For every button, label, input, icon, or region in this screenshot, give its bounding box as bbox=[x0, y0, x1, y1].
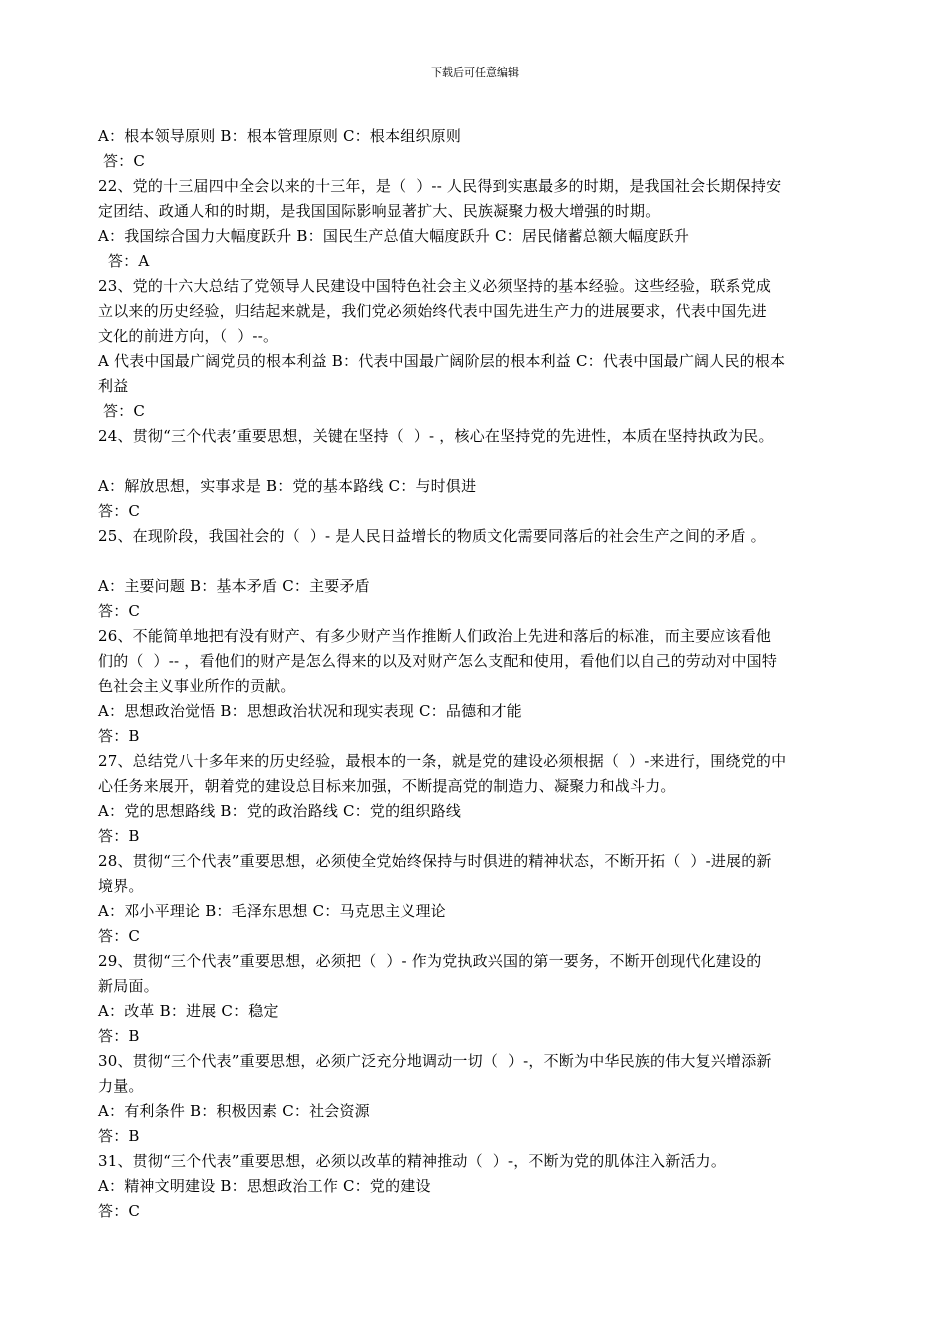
text-line: 答：C bbox=[98, 927, 141, 945]
text-line: 答：B bbox=[98, 727, 140, 745]
text-line: 答：C bbox=[98, 502, 141, 520]
text-line: 26、不能简单地把有没有财产、有多少财产当作推断人们政治上先进和落后的标准，而主要应该看他 bbox=[98, 627, 772, 645]
text-line: 答：C bbox=[98, 152, 146, 170]
text-line: 答：C bbox=[98, 602, 141, 620]
text-line: 27、总结党八十多年来的历史经验，最根本的一条，就是党的建设必须根据（ ）-来进行，围绕党的中 bbox=[98, 752, 787, 770]
text-line: 29、贯彻“三个代表”重要思想，必须把（ ）- 作为党执政兴国的第一要务，不断开创现代化建设的 bbox=[98, 952, 762, 970]
text-line: A：主要问题 B：基本矛盾 C：主要矛盾 bbox=[98, 577, 370, 595]
text-line: 25、在现阶段，我国社会的（ ）- 是人民日益增长的物质文化需要同落后的社会生产之间的矛盾 。 bbox=[98, 527, 766, 545]
text-line: 22、党的十三届四中全会以来的十三年，是（ ）-- 人民得到实惠最多的时期，是我国社会长期保持安 bbox=[98, 177, 782, 195]
text-line: 们的（ ）-- ，看他们的财产是怎么得来的以及对财产怎么支配和使用，看他们以自己的劳动对中国特 bbox=[98, 652, 778, 670]
page-header: 下载后可任意编辑 bbox=[431, 66, 519, 79]
text-line: 心任务来展开，朝着党的建设总目标来加强，不断提高党的制造力、凝聚力和战斗力。 bbox=[98, 777, 676, 795]
blank-line bbox=[98, 549, 860, 574]
text-line: A：根本领导原则 B：根本管理原则 C：根本组织原则 bbox=[98, 127, 462, 145]
text-line: 答：C bbox=[98, 1202, 141, 1220]
text-line: 答：B bbox=[98, 827, 140, 845]
document-body bbox=[98, 124, 860, 1224]
text-line: A：党的思想路线 B：党的政治路线 C：党的组织路线 bbox=[98, 802, 462, 820]
text-line: A：思想政治觉悟 B：思想政治状况和现实表现 C：品德和才能 bbox=[98, 702, 522, 720]
text-line: 定团结、政通人和的时期，是我国国际影响显著扩大、民族凝聚力极大增强的时期。 bbox=[98, 202, 661, 220]
text-line: 23、党的十六大总结了党领导人民建设中国特色社会主义必须坚持的基本经验。这些经验，联系党成 bbox=[98, 277, 772, 295]
text-line: A 代表中国最广阔党员的根本利益 B：代表中国最广阔阶层的根本利益 C：代表中国最广阔人民的根本 bbox=[98, 352, 786, 370]
text-line: 新局面。 bbox=[98, 977, 159, 995]
text-line: 答：B bbox=[98, 1027, 140, 1045]
text-line: 色社会主义事业所作的贡献。 bbox=[98, 677, 296, 695]
text-line: A：解放思想，实事求是 B：党的基本路线 C：与时俱进 bbox=[98, 477, 477, 495]
text-line: 30、贯彻“三个代表”重要思想，必须广泛充分地调动一切（ ）-，不断为中华民族的伟大复兴增添新 bbox=[98, 1052, 772, 1070]
text-line: 答：A bbox=[98, 252, 150, 270]
text-line: A：我国综合国力大幅度跃升 B：国民生产总值大幅度跃升 C：居民储蓄总额大幅度跃升 bbox=[98, 227, 690, 245]
text-line: 答：C bbox=[98, 402, 146, 420]
text-line: A：邓小平理论 B：毛泽东思想 C：马克思主义理论 bbox=[98, 902, 446, 920]
text-line: 力量。 bbox=[98, 1077, 144, 1095]
text-line: 31、贯彻“三个代表”重要思想，必须以改革的精神推动（ ）-，不断为党的肌体注入新活力。 bbox=[98, 1152, 727, 1170]
text-line: 28、贯彻“三个代表”重要思想，必须使全党始终保持与时俱进的精神状态，不断开拓（ ）-进展的新 bbox=[98, 852, 772, 870]
text-line: 文化的前进方向，（ ）--。 bbox=[98, 327, 279, 345]
text-line: A：有利条件 B：积极因素 C：社会资源 bbox=[98, 1102, 370, 1120]
text-line: 境界。 bbox=[98, 877, 144, 895]
text-line: A：改革 B：进展 C：稳定 bbox=[98, 1002, 279, 1020]
text-line: 答：B bbox=[98, 1127, 140, 1145]
text-line: 24、贯彻“三个代表’重要思想，关键在坚持（ ）- ，核心在坚持党的先进性，本质在坚持执政为民。 bbox=[98, 427, 774, 445]
text-line: A：精神文明建设 B：思想政治工作 C：党的建设 bbox=[98, 1177, 431, 1195]
text-line: 立以来的历史经验，归结起来就是，我们党必须始终代表中国先进生产力的进展要求，代表中国先进 bbox=[98, 302, 767, 320]
text-line: 利益 bbox=[98, 377, 129, 395]
blank-line bbox=[98, 449, 860, 474]
